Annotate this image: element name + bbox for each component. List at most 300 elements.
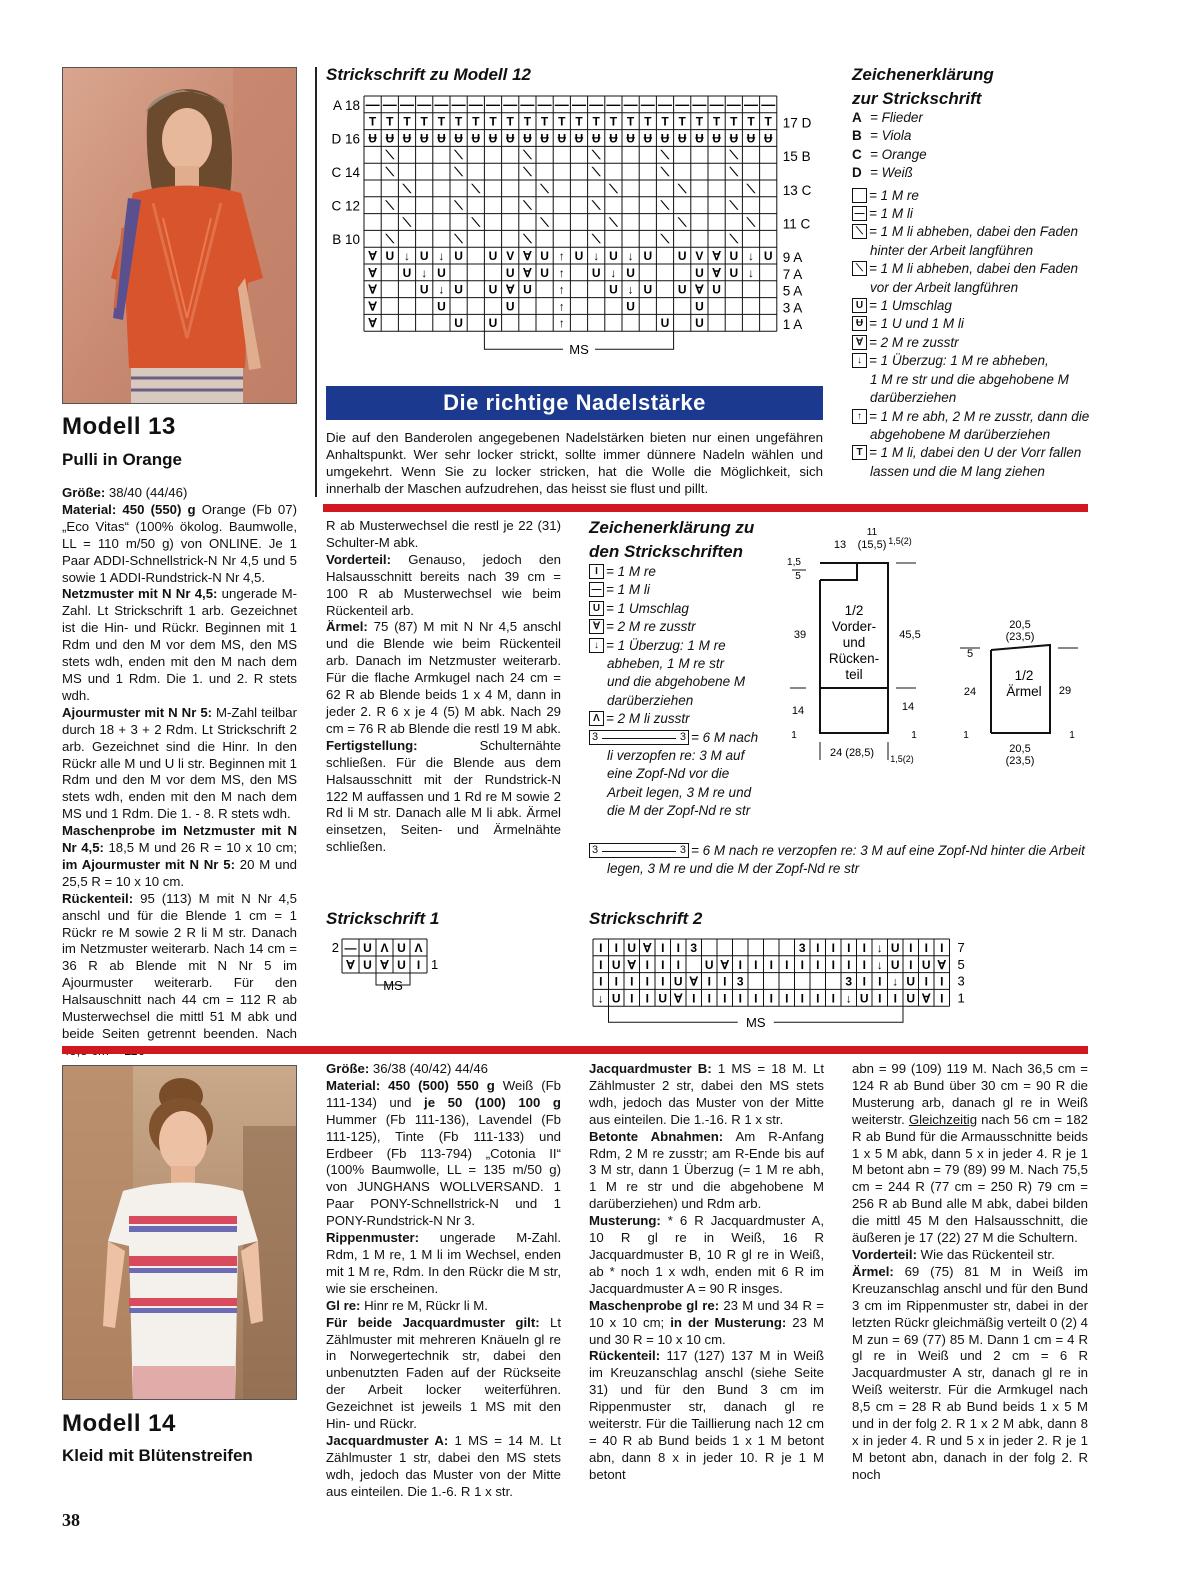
model13-paragraph: Material: 450 (550) g Orange (Fb 07) „Eco Vitas“ (100% ökolog. Baumwolle, LL = 110 m/50 g) von ONLINE. Je 1 Paar ADDI-Schnellstrick-N Nr 4,5 und 5 sowie 1 ADDI-Rundstrick-N Nr 4,5. bbox=[62, 501, 297, 585]
chart2-cell-symbol: I bbox=[707, 974, 711, 989]
chart12-cell-symbol: ⟍ bbox=[660, 148, 670, 163]
legend12-text: = 1 U und 1 M li bbox=[869, 316, 964, 332]
cable-left-icon: 3 3 bbox=[589, 730, 689, 745]
chart12-cell-symbol: ⟍ bbox=[454, 165, 463, 179]
legend13-cable1-text: eine Zopf-Nd vor die bbox=[607, 766, 730, 782]
chart12-cell-symbol: ⟍ bbox=[746, 215, 756, 230]
schematic-diagrams bbox=[780, 520, 1090, 770]
red-divider-top bbox=[323, 504, 1088, 512]
legend12-color bbox=[852, 146, 1092, 164]
chart2-cell-symbol: I bbox=[676, 941, 680, 955]
chart2-cell-symbol: ↓ bbox=[892, 974, 899, 989]
legend13-line bbox=[589, 637, 789, 655]
needle-text: Die auf den Banderolen angegebenen Nadelstärken bieten nur einen ungefähren Anhaltspunkt. Wer sehr locker strickt, sollte immer dünnere Nadeln wählen und umgekehrt. Wenn Sie zu locker stricken, hat die Wolle die Möglichkeit, sich innerhalb der Maschen aufzudrehen, das heisst sie flust und pillt. bbox=[326, 430, 823, 496]
chart2-cell-symbol: ↓ bbox=[876, 957, 883, 972]
chart12-cell-symbol: Ʉ bbox=[695, 131, 704, 146]
schematic-body-height: 39 bbox=[793, 629, 807, 641]
chart2-cell-symbol: I bbox=[692, 991, 696, 1006]
chart2-cell-symbol: ∀ bbox=[643, 941, 652, 955]
chart12-cell-symbol: ∀ bbox=[368, 316, 377, 331]
chart2-cell-symbol: I bbox=[878, 991, 882, 1006]
legend13-symbol-icon: ↓ bbox=[589, 638, 604, 653]
schematic-sleeve-bottom: 20,5 bbox=[1009, 743, 1031, 755]
chart12-cell-symbol: Ʉ bbox=[540, 131, 549, 146]
chart1-cell-symbol: Λ bbox=[380, 941, 389, 955]
chart12-cell-symbol: Ʉ bbox=[729, 131, 739, 146]
chart12-cell-symbol: U bbox=[763, 249, 773, 263]
chart2-cell-symbol: ∀ bbox=[922, 991, 931, 1006]
legend12-text: = 1 M re bbox=[869, 187, 919, 203]
model14-col2 bbox=[589, 1061, 824, 1484]
chart12-cell-symbol: ∀ bbox=[523, 249, 532, 263]
schematic-body-left1: 1,5 bbox=[787, 557, 801, 568]
chart12-cell-symbol: Ʉ bbox=[523, 131, 532, 146]
model13-cont-paragraph: R ab Musterwechsel die restl je 22 (31) Schulter-M abk. bbox=[326, 518, 561, 550]
chart2-cell-symbol: ↓ bbox=[597, 991, 604, 1006]
chart12-cell-symbol: ⟍ bbox=[677, 215, 687, 230]
model14-col1-paragraph: Rippenmuster: ungerade M-Zahl. Rdm, 1 M re, 1 M li im Wechsel, enden mit 1 M re, Rdm. In den Rückr die M str, wie sie erscheinen. bbox=[326, 1230, 561, 1296]
red-divider-bottom bbox=[62, 1046, 1088, 1054]
chart12-cell-symbol: ⟍ bbox=[591, 165, 601, 179]
chart12-cell-symbol: ⟍ bbox=[385, 148, 395, 163]
model14-col1-paragraph: Für beide Jacquardmuster gilt: Lt Zählmuster mit mehreren Knäueln gl re in Norwegertechnik str, dabei den unbenutzten Faden auf der Rückseite der Arbeit locker weiterführen. Gezeichnet ist jeweils 1 MS mit den Hin- und Rückr. bbox=[326, 1314, 561, 1432]
chart2-cell-symbol: U bbox=[921, 957, 931, 972]
chart12-cell-symbol: — bbox=[726, 95, 741, 112]
chart2-cell-symbol: I bbox=[738, 991, 742, 1006]
chart12-cell-symbol: ↓ bbox=[438, 282, 445, 297]
chart2-cell-symbol: I bbox=[738, 957, 742, 972]
chart2-cell-symbol: 3 bbox=[736, 974, 744, 989]
legend12-text: darüberziehen bbox=[870, 390, 957, 406]
chart12-cell-symbol: U bbox=[454, 249, 463, 263]
model14-col3 bbox=[852, 1061, 1088, 1484]
chart12-cell-symbol: — bbox=[486, 95, 500, 112]
chart12-cell-symbol: Ʉ bbox=[626, 131, 635, 146]
chart12-cell-symbol: Ʉ bbox=[557, 131, 567, 146]
chart12-right-label: 3 A bbox=[782, 300, 803, 316]
model13-cont-paragraph: Vorderteil: Genauso, jedoch den Halsausschnitt bereits nach 39 cm = 100 R ab Musterwechsel wie beim Rückenteil arb. bbox=[326, 551, 561, 618]
chart12-cell-symbol: — bbox=[572, 95, 586, 112]
legend13-cable1-line bbox=[589, 765, 789, 783]
schematic-body-one-left: 1 bbox=[791, 730, 797, 741]
legend12-text: = 1 Überzug: 1 M re abheben, bbox=[869, 353, 1049, 369]
chart12-cell-symbol: ⟍ bbox=[591, 232, 601, 247]
schematic-sleeve-label: Ärmel bbox=[1006, 684, 1042, 699]
legend13-symbol-icon: — bbox=[589, 582, 604, 597]
model14-subtitle: Kleid mit Blütenstreifen bbox=[62, 1446, 253, 1465]
chart12-right-label: 17 D bbox=[782, 115, 812, 131]
model14-col2-paragraph: Rückenteil: 117 (127) 137 M in Weiß im Kreuzanschlag anschl (siehe Seite 31) und für den Bund 3 cm im Rippenmuster str, danach gl re weiterstr. Für die Taillierung nach 12 cm = 40 R ab Bund beids 1 x 1 M betont abn, dann 8 x in jeder 10. R je 1 M betont bbox=[589, 1348, 824, 1482]
chart12-cell-symbol: Ʉ bbox=[609, 131, 618, 146]
chart12-cell-symbol: ⟍ bbox=[523, 232, 532, 247]
chart12-right-label: 1 A bbox=[782, 317, 803, 333]
chart12-cell-symbol: ⟍ bbox=[523, 198, 532, 213]
schematic-body-bw: 1,5(2) bbox=[890, 754, 914, 764]
legend13-line bbox=[589, 673, 789, 691]
model13-photo-image bbox=[63, 68, 297, 404]
chart2-cell-symbol: I bbox=[599, 957, 603, 972]
legend12-symbol-icon: ⟍ bbox=[852, 261, 867, 276]
chart1-cell-symbol: U bbox=[397, 958, 406, 972]
model14-col2-paragraph: Maschenprobe gl re: 23 M und 34 R = 10 x 10 cm; in der Musterung: 23 M und 30 R = 10 x 10 cm. bbox=[589, 1297, 824, 1347]
model13-cont-paragraph: Ärmel: 75 (87) M mit N Nr 4,5 anschl und die Blende wie beim Rückenteil arb. Danach im Netzmuster weiterarb. Für die flache Armkugel nach 24 cm = 62 R ab Blende beids 1 x 4 M, dann in jeder 2. R 6 x je 4 (5) M abk. Nach 29 cm = 76 R ab Blende die restl 19 M abk. bbox=[326, 619, 561, 736]
legend13-cable1-text: Arbeit legen, 3 M re und bbox=[607, 784, 752, 800]
chart12-cell-symbol: ↓ bbox=[627, 249, 634, 263]
chart2-cell-symbol: U bbox=[906, 991, 916, 1006]
chart2-cell-symbol: 3 bbox=[798, 941, 806, 955]
chart12-cell-symbol: ⟍ bbox=[609, 181, 618, 196]
chart2-cell-symbol: U bbox=[611, 957, 621, 972]
legend12-line bbox=[852, 242, 1092, 260]
legend13-text: = 1 Umschlag bbox=[606, 600, 689, 616]
chart2-cell-symbol: 3 bbox=[690, 941, 698, 955]
chart12-cell-symbol: ↑ bbox=[558, 299, 565, 314]
legend12-line bbox=[852, 205, 1092, 223]
chart12-cell-symbol: U bbox=[402, 265, 412, 280]
chart12-cell-symbol: Ʉ bbox=[712, 131, 721, 146]
chart12-cell-symbol: Ʉ bbox=[488, 131, 498, 146]
chart12-cell-symbol: T bbox=[472, 114, 480, 129]
legend12-text: = 1 Umschlag bbox=[869, 298, 952, 314]
legend13-cable2-text: legen, 3 M re und die M der Zopf-Nd re str bbox=[607, 861, 860, 877]
legend13-symbol-icon: U bbox=[589, 601, 604, 616]
chart2-cell-symbol: I bbox=[769, 957, 773, 972]
chart12-cell-symbol: T bbox=[454, 114, 463, 129]
legend13-line bbox=[589, 600, 789, 618]
chart12-cell-symbol: ↓ bbox=[610, 265, 617, 280]
model14-col1-paragraph: Größe: 36/38 (40/42) 44/46 bbox=[326, 1061, 489, 1076]
chart12-cell-symbol: ↑ bbox=[558, 316, 565, 331]
chart12-cell-symbol: T bbox=[558, 114, 566, 129]
chart2-cell-symbol: U bbox=[906, 974, 916, 989]
legend12-color-key: A bbox=[852, 110, 862, 125]
schematic-body-neck: 11 bbox=[866, 527, 878, 538]
chart2-cell-symbol: I bbox=[940, 991, 944, 1006]
chart12-cell-symbol: U bbox=[591, 265, 601, 280]
chart12-cell-symbol: ∀ bbox=[506, 282, 515, 297]
model13-paragraph: Rückenteil: 95 (113) M mit N Nr 4,5 anschl und für die Blende 1 cm = 1 Rückr re M sowie 2 R li M str. Danach im Netzmuster weiterarb. Nach 14 cm = 36 R ab Blende mit N Nr 5 im Ajourmuster weiterarb. Für den Halsauschnitt nach 44 cm = 112 R ab Musterwechsel die mittl 51 M abk und beide Seiten getrennt beenden. Nach bbox=[62, 890, 297, 1041]
legend12-list bbox=[852, 109, 1092, 481]
chart12-cell-symbol: T bbox=[678, 114, 686, 129]
chart12-cell-symbol: — bbox=[658, 95, 672, 112]
legend12-line bbox=[852, 187, 1092, 205]
chart12-cell-symbol: ⟍ bbox=[454, 232, 463, 247]
model14-col2-paragraph: Musterung: * 6 R Jacquardmuster A, 10 R gl re in Weiß, 16 R Jacquardmuster B, 10 R gl re in Weiß, ab * noch 1 x wdh, enden mit 6 R im Jacquardmuster A = 90 R insges. bbox=[589, 1213, 824, 1296]
chart12-cell-symbol: U bbox=[729, 249, 739, 263]
chart12-cell-symbol: ↓ bbox=[438, 249, 445, 263]
chart1-grid bbox=[326, 935, 446, 997]
chart2-cell-symbol: U bbox=[704, 957, 714, 972]
legend12-color-key: D bbox=[852, 165, 862, 181]
model14-col1-paragraph: Gl re: Hinr re M, Rückr li M. bbox=[326, 1297, 488, 1313]
chart2-cell-symbol: U bbox=[890, 957, 900, 972]
legend13-cable2 bbox=[589, 842, 1089, 879]
chart12-cell-symbol: — bbox=[451, 95, 466, 112]
legend12-symbol-icon: ↑ bbox=[852, 409, 867, 424]
chart12-cell-symbol: U bbox=[419, 282, 429, 297]
legend13-text: darüberziehen bbox=[607, 692, 694, 708]
chart12-cell-symbol: ⟍ bbox=[385, 198, 395, 213]
chart12-cell-symbol: U bbox=[523, 282, 532, 297]
schematic-body-label: teil bbox=[845, 667, 863, 682]
model14-col3-paragraph: Ärmel: 69 (75) 81 M in Weiß im Kreuzanschlag anschl und für den Bund 3 cm im Rippenmuster str, dabei in der letzten Rückr gleichmäßig verteilt 0 (2) 4 M zun = 69 (77) 85 M. Dann 1 cm = 4 R gl re in Weiß und 2 cm = 6 R Jacquardmuster A str, danach gl re in Weiß weiterstr. Für die Armkugel nach 8,5 cm = 28 R ab Bund beids 1 x 5 M und in der folg 2. R 1 x 2 M abk, dann 8 x in jeder 4. R und 5 x in jeder 2. R je 1 M betont abn, danach in der folg 2. R noch bbox=[852, 1263, 1088, 1482]
schematic-body-label: Rücken- bbox=[828, 651, 880, 666]
legend13-cable1-text: die M der Zopf-Nd re str bbox=[607, 803, 751, 819]
chart12-cell-symbol: ∀ bbox=[368, 265, 377, 280]
chart12-cell-symbol: U bbox=[419, 249, 429, 263]
model13-instructions-cont bbox=[326, 518, 561, 856]
legend12-title-line2: zur Strickschrift bbox=[852, 89, 982, 108]
chart2-cell-symbol: I bbox=[645, 991, 649, 1006]
chart12-cell-symbol: U bbox=[677, 282, 687, 297]
chart1-cell-symbol: Λ bbox=[414, 941, 423, 955]
chart2-cell-symbol: ∀ bbox=[937, 957, 946, 972]
chart2-cell-symbol: I bbox=[878, 974, 882, 989]
chart12-cell-symbol: U bbox=[574, 249, 584, 263]
chart12-cell-symbol: ⟍ bbox=[660, 198, 670, 213]
chart12-cell-symbol: ⟍ bbox=[591, 148, 601, 163]
chart12-cell-symbol: Ʉ bbox=[437, 131, 446, 146]
chart12-cell-symbol: U bbox=[643, 282, 653, 297]
chart2-cell-symbol: U bbox=[658, 991, 668, 1006]
schematic-sleeve-r: 29 bbox=[1058, 685, 1072, 697]
chart2-cell-symbol: I bbox=[754, 957, 758, 972]
chart12-cell-symbol: Ʉ bbox=[763, 131, 773, 146]
chart12-cell-symbol: ↑ bbox=[558, 249, 565, 263]
legend13-cable2-text: = 6 M nach re verzopfen re: 3 M auf eine Zopf-Nd hinter die Arbeit bbox=[691, 843, 1085, 858]
chart12-cell-symbol: U bbox=[695, 299, 704, 314]
chart12-cell-symbol: ⟍ bbox=[454, 198, 463, 213]
legend12-line bbox=[852, 297, 1092, 315]
chart1-cell-symbol: — bbox=[344, 941, 357, 955]
legend12-text: = 1 M re abh, 2 M re zusstr, dann die bbox=[869, 408, 1090, 424]
model13-paragraph: Maschenprobe im Netzmuster mit N Nr 4,5: 18,5 M und 26 R = 10 x 10 cm; im Ajourmuster mit N Nr 5: 20 M und 25,5 R = 10 x 10 cm. bbox=[62, 823, 298, 889]
legend13-title-line1: Zeichenerklärung zu bbox=[589, 518, 755, 537]
chart2-ms-label: MS bbox=[746, 1015, 766, 1031]
chart12-cell-symbol: ⟍ bbox=[660, 232, 670, 247]
chart2-cell-symbol: I bbox=[630, 974, 634, 989]
chart12-cell-symbol: — bbox=[434, 95, 449, 112]
chart12-cell-symbol: — bbox=[761, 95, 776, 112]
legend12-color-value: = Orange bbox=[870, 146, 927, 162]
chart12-cell-symbol: ∀ bbox=[368, 282, 377, 297]
chart1-row-right: 1 bbox=[431, 957, 439, 972]
chart12-cell-symbol: T bbox=[764, 114, 772, 129]
chart12-cell-symbol: — bbox=[606, 95, 621, 112]
chart12-right-label: 13 C bbox=[782, 182, 812, 198]
legend12-symbol-icon: — bbox=[852, 206, 867, 221]
legend12-color bbox=[852, 127, 1092, 145]
chart2-cell-symbol: U bbox=[859, 991, 869, 1006]
chart12-cell-symbol: — bbox=[520, 95, 535, 112]
chart12-ms-label: MS bbox=[569, 342, 589, 358]
legend13-title-line2: den Strickschriften bbox=[589, 542, 743, 561]
chart12-right-label: 9 A bbox=[782, 250, 803, 265]
chart12-cell-symbol: Ʉ bbox=[660, 131, 670, 146]
model13-paragraph: Ajourmuster mit N Nr 5: M-Zahl teilbar durch 18 + 3 + 2 Rdm. Lt Strickschrift 2 arb. Gezeichnet sind die Hinr. In den Rückr alle M und U li str. Beginnen mit 1 Rdm und den M vor dem MS, den MS stets wdh, enden mit den M nach dem MS und 1 Rdm. Die 1. - 8. R stets wdh. bbox=[62, 704, 297, 822]
chart12-title: Strickschrift zu Modell 12 bbox=[326, 65, 531, 84]
legend12-text: = 1 M li bbox=[869, 206, 913, 222]
chart12-cell-symbol: T bbox=[575, 114, 583, 129]
chart2-row-label: 1 bbox=[957, 990, 965, 1006]
legend12-text: vor der Arbeit langführen bbox=[870, 279, 1019, 295]
chart12-cell-symbol: T bbox=[695, 114, 704, 129]
chart2-cell-symbol: I bbox=[645, 974, 649, 989]
chart12-left-label: C 12 bbox=[331, 198, 360, 214]
chart12-cell-symbol: Ʉ bbox=[402, 131, 412, 146]
chart12-cell-symbol: T bbox=[592, 114, 600, 129]
chart12-cell-symbol: Ʉ bbox=[419, 131, 429, 146]
needle-title: Die richtige Nadelstärke bbox=[326, 386, 823, 420]
chart2-cell-symbol: I bbox=[769, 991, 773, 1006]
chart12-cell-symbol: V bbox=[506, 249, 515, 263]
schematic-sleeve-cap: 5 bbox=[966, 648, 974, 660]
chart12-cell-symbol: ⟍ bbox=[729, 165, 739, 179]
legend13-line bbox=[589, 692, 789, 710]
chart12-cell-symbol: T bbox=[386, 114, 394, 129]
legend12-color-value: = Weiß bbox=[870, 165, 913, 181]
legend13-line bbox=[589, 618, 789, 636]
chart2-cell-symbol: I bbox=[661, 957, 665, 972]
chart2-cell-symbol: 3 bbox=[845, 974, 853, 989]
chart2-cell-symbol: ↓ bbox=[845, 991, 852, 1006]
chart12-cell-symbol: — bbox=[468, 95, 483, 112]
legend12-text: hinter der Arbeit langführen bbox=[870, 242, 1034, 258]
schematic-body-width: 24 (28,5) bbox=[829, 747, 875, 759]
model13-paragraph: Netzmuster mit N Nr 4,5: ungerade M-Zahl. Lt Strickschrift 1 arb. Gezeichnet ist die Hin- und Rückr. Beginnen mit 1 Rdm und den M vor dem MS, den MS stets wdh, enden mit den M nach dem MS und 1 Rdm. Die 1. und 2. R stets wdh. bbox=[62, 586, 297, 703]
chart2-cell-symbol: I bbox=[893, 991, 897, 1006]
legend13-cable2-line bbox=[589, 860, 1089, 878]
chart2-cell-symbol: I bbox=[800, 991, 804, 1006]
chart2-cell-symbol: I bbox=[661, 974, 665, 989]
chart12-cell-symbol: Ʉ bbox=[454, 131, 463, 146]
chart12-cell-symbol: — bbox=[382, 95, 397, 112]
chart12-cell-symbol: ⟍ bbox=[609, 215, 618, 230]
legend12-symbol-icon: Ʉ bbox=[852, 316, 867, 331]
legend12-text: = 1 M li abheben, dabei den Faden bbox=[869, 261, 1079, 277]
chart12-cell-symbol: U bbox=[729, 265, 739, 280]
chart12-cell-symbol: T bbox=[420, 114, 428, 129]
schematic-body-bottom-h: 14 bbox=[791, 705, 805, 717]
chart12-cell-symbol: ↓ bbox=[593, 249, 600, 263]
chart1-title: Strickschrift 1 bbox=[326, 909, 440, 928]
model14-col1-paragraph: Material: 450 (500) 550 g Weiß (Fb 111-134) und je 50 (100) 100 g Hummer (Fb 111-136), Lavendel (Fb 111-125), Tinte (Fb 111-133) und Erdbeer (Fb 113-794) „Cotonia II“ (100% Baumwolle, LL = 135 m/50 g) von JUNGHANS WOLLVERSAND. 1 Paar PONY-Schnellstrick-N und 1 PONY-Rundstrick-N Nr 3. bbox=[326, 1077, 562, 1229]
chart12-cell-symbol: T bbox=[644, 114, 652, 129]
legend12-symbol-icon: T bbox=[852, 445, 867, 460]
schematic-sleeve-one-right: 1 bbox=[1069, 730, 1075, 741]
chart12-cell-symbol: U bbox=[540, 249, 549, 263]
legend13-text: = 1 M li bbox=[606, 582, 650, 598]
chart1-cell-symbol: U bbox=[397, 941, 406, 955]
schematic-body-left2: 5 bbox=[795, 571, 801, 582]
chart12-cell-symbol: U bbox=[437, 265, 446, 280]
chart12-cell-symbol: V bbox=[695, 249, 704, 263]
legend13-text: und die abgehobene M bbox=[607, 674, 746, 690]
chart2-cell-symbol: U bbox=[673, 974, 683, 989]
chart2-cell-symbol: I bbox=[816, 957, 820, 972]
chart2-cell-symbol: I bbox=[676, 957, 680, 972]
chart12-cell-symbol: Ʉ bbox=[591, 131, 601, 146]
chart12-left-label: B 10 bbox=[332, 232, 360, 248]
model14-col2-paragraph: Betonte Abnahmen: Am R-Anfang Rdm, 2 M re zusstr; am R-Ende bis auf 3 M str, dann 1 Überzug (= 1 M re abh, 1 M re str und die abgehobene M darüberziehen) und Rdm arb. bbox=[589, 1128, 825, 1212]
chart12-cell-symbol: ∀ bbox=[695, 282, 704, 297]
schematic-body-label: und bbox=[842, 635, 866, 650]
chart12-right-label: 7 A bbox=[782, 266, 803, 282]
chart12-right-label: 11 C bbox=[782, 216, 811, 232]
chart2-cell-symbol: I bbox=[630, 991, 634, 1006]
legend12-color-key: C bbox=[852, 146, 862, 162]
model13-title: Modell 13 bbox=[62, 413, 176, 440]
chart12-cell-symbol: Ʉ bbox=[677, 131, 687, 146]
chart2-cell-symbol: I bbox=[645, 957, 649, 972]
chart12-cell-symbol: ⟍ bbox=[385, 232, 395, 247]
legend12-text: = 1 M li, dabei den U der Vorr fallen bbox=[869, 445, 1082, 461]
chart1-cell-symbol: I bbox=[416, 958, 421, 972]
chart12-cell-symbol: T bbox=[626, 114, 635, 129]
model13-paragraph: Größe: 38/40 (44/46) bbox=[62, 485, 188, 500]
chart1-cell-symbol: ∀ bbox=[346, 958, 355, 972]
legend13-line bbox=[589, 581, 789, 599]
legend12-symbol-icon: ∀ bbox=[852, 335, 867, 350]
chart12-cell-symbol: T bbox=[609, 114, 618, 129]
chart12-cell-symbol: U bbox=[677, 249, 687, 263]
legend12-text: abgehobene M darüberziehen bbox=[870, 426, 1051, 442]
chart12-cell-symbol: U bbox=[626, 265, 635, 280]
chart12-cell-symbol: ↑ bbox=[558, 265, 565, 280]
chart12-cell-symbol: Ʉ bbox=[505, 131, 515, 146]
chart12-cell-symbol: ∀ bbox=[712, 265, 721, 280]
chart2-cell-symbol: I bbox=[800, 957, 804, 972]
legend13-cable1-line bbox=[589, 729, 789, 747]
cable-right-icon: 3 3 bbox=[589, 843, 689, 858]
chart12-cell-symbol: — bbox=[365, 95, 380, 112]
column-divider bbox=[315, 67, 317, 497]
chart12-cell-symbol: U bbox=[385, 249, 395, 263]
chart2-cell-symbol: ∀ bbox=[674, 991, 683, 1006]
chart1-ms-label: MS bbox=[383, 978, 403, 993]
chart1-cell-symbol: ∀ bbox=[380, 958, 389, 972]
chart12-cell-symbol: ⟍ bbox=[540, 181, 549, 196]
chart12-cell-symbol: Ʉ bbox=[643, 131, 653, 146]
legend13-line bbox=[589, 710, 789, 728]
schematic-sleeve-one-left: 1 bbox=[963, 730, 969, 741]
model14-col3-paragraph: abn = 99 (109) 119 M. Nach 36,5 cm = 124 R ab Bund über 30 cm = 90 R die Musterung arb, danach gl re in Weiß weiterstr. Gleichzeitig nach 56 cm = 182 R ab Bund für die Armausschnitte beids 1 x 5 M abk, dann 5 x in jeder 4. R je 1 M betont abn = 79 (89) 99 M. Nach 75,5 cm = 244 R (77 cm = 250 R) 79 cm = 256 R ab Bund alle M abk, dabei bilden die mittl 45 M den Halsausschnitt, die äußeren je 17 (22) 27 M die Schultern. bbox=[852, 1061, 1088, 1246]
chart2-cell-symbol: I bbox=[909, 941, 913, 955]
legend12-symbol-icon: ↓ bbox=[852, 353, 867, 368]
chart12-cell-symbol: ↓ bbox=[748, 249, 754, 263]
chart12-cell-symbol: ⟍ bbox=[729, 198, 739, 213]
legend13-cable1-line bbox=[589, 747, 789, 765]
legend13-symbol-icon: Λ bbox=[589, 711, 604, 726]
chart12-cell-symbol: ↓ bbox=[627, 282, 634, 297]
schematic-sleeve-h: 24 bbox=[963, 686, 977, 698]
chart12-cell-symbol: U bbox=[454, 282, 463, 297]
chart2-cell-symbol: I bbox=[831, 991, 835, 1006]
model13-subtitle: Pulli in Orange bbox=[62, 450, 182, 469]
chart12-cell-symbol: T bbox=[403, 114, 411, 129]
chart12-cell-symbol: ∀ bbox=[368, 299, 377, 314]
chart12-left-label: D 16 bbox=[331, 131, 360, 147]
chart12-cell-symbol: ⟍ bbox=[471, 181, 481, 196]
legend12-color-key: B bbox=[852, 128, 862, 144]
chart12-cell-symbol: — bbox=[709, 95, 724, 112]
model13-cont-paragraph: Fertigstellung: Schulternähte schließen. Für die Blende aus dem Halsausschnitt mit der Rundstrick-N 122 M auffassen und 1 Rd re M sowie 2 Rd li M str. Danach alle M li abk. Ärmel einsetzen, Seiten- und Ärmelnähte schließen. bbox=[326, 737, 561, 855]
chart2-cell-symbol: U bbox=[627, 941, 637, 955]
schematic-sleeve-top2: (23,5) bbox=[1005, 631, 1035, 643]
schematic-body-one-right: 1 bbox=[911, 730, 917, 741]
chart12-cell-symbol: — bbox=[744, 95, 758, 112]
chart12-cell-symbol: ⟍ bbox=[660, 165, 670, 179]
